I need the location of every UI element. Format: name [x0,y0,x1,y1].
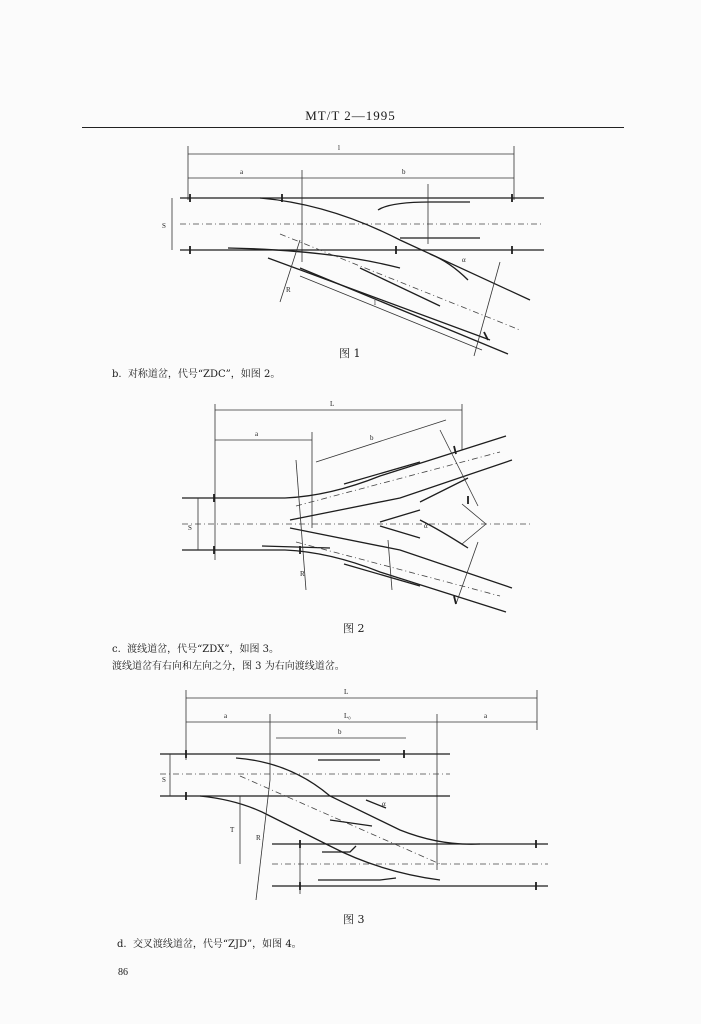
fig3-label-T: T [230,826,235,834]
page-number: 86 [118,967,128,978]
fig2-label-alpha: α [424,522,428,530]
fig3-label-a2: a [484,712,488,720]
paragraph-c: c. 渡线道岔，代号“ZDX”，如图 3。 [112,644,279,655]
fig3-label-b: b [338,728,342,736]
fig1-label-R: R [286,286,291,294]
page-header-title: MT/T 2—1995 [305,108,396,123]
figure-1-caption: 图 1 [339,347,361,360]
paragraph-d: d. 交叉渡线道岔，代号“ZJD”，如图 4。 [117,939,302,950]
paragraph-c-note: 渡线道岔有右向和左向之分，图 3 为右向渡线道岔。 [112,661,345,672]
fig3-label-S: S [162,776,166,784]
fig1-label-L: l [338,144,340,152]
fig1-label-alpha: α [462,256,466,264]
fig3-label-L0: L₀ [344,712,351,720]
fig3-label-a1: a [224,712,228,720]
fig2-label-R: R [300,570,305,578]
fig2-label-L: L [330,400,335,408]
fig1-label-a: a [240,168,244,176]
fig1-label-S: S [162,222,166,230]
fig2-label-S: S [188,524,192,532]
fig3-label-L: L [344,688,349,696]
figure-3-caption: 图 3 [343,913,365,926]
fig3-label-R: R [256,834,261,842]
fig2-label-a: a [255,430,259,438]
fig1-label-l: l [374,299,376,307]
fig1-label-b: b [402,168,406,176]
fig2-label-b: b [370,434,374,442]
paragraph-b: b. 对称道岔，代号“ZDC”，如图 2。 [112,369,281,380]
fig3-label-alpha: α [382,800,386,808]
figure-2-caption: 图 2 [343,622,365,635]
